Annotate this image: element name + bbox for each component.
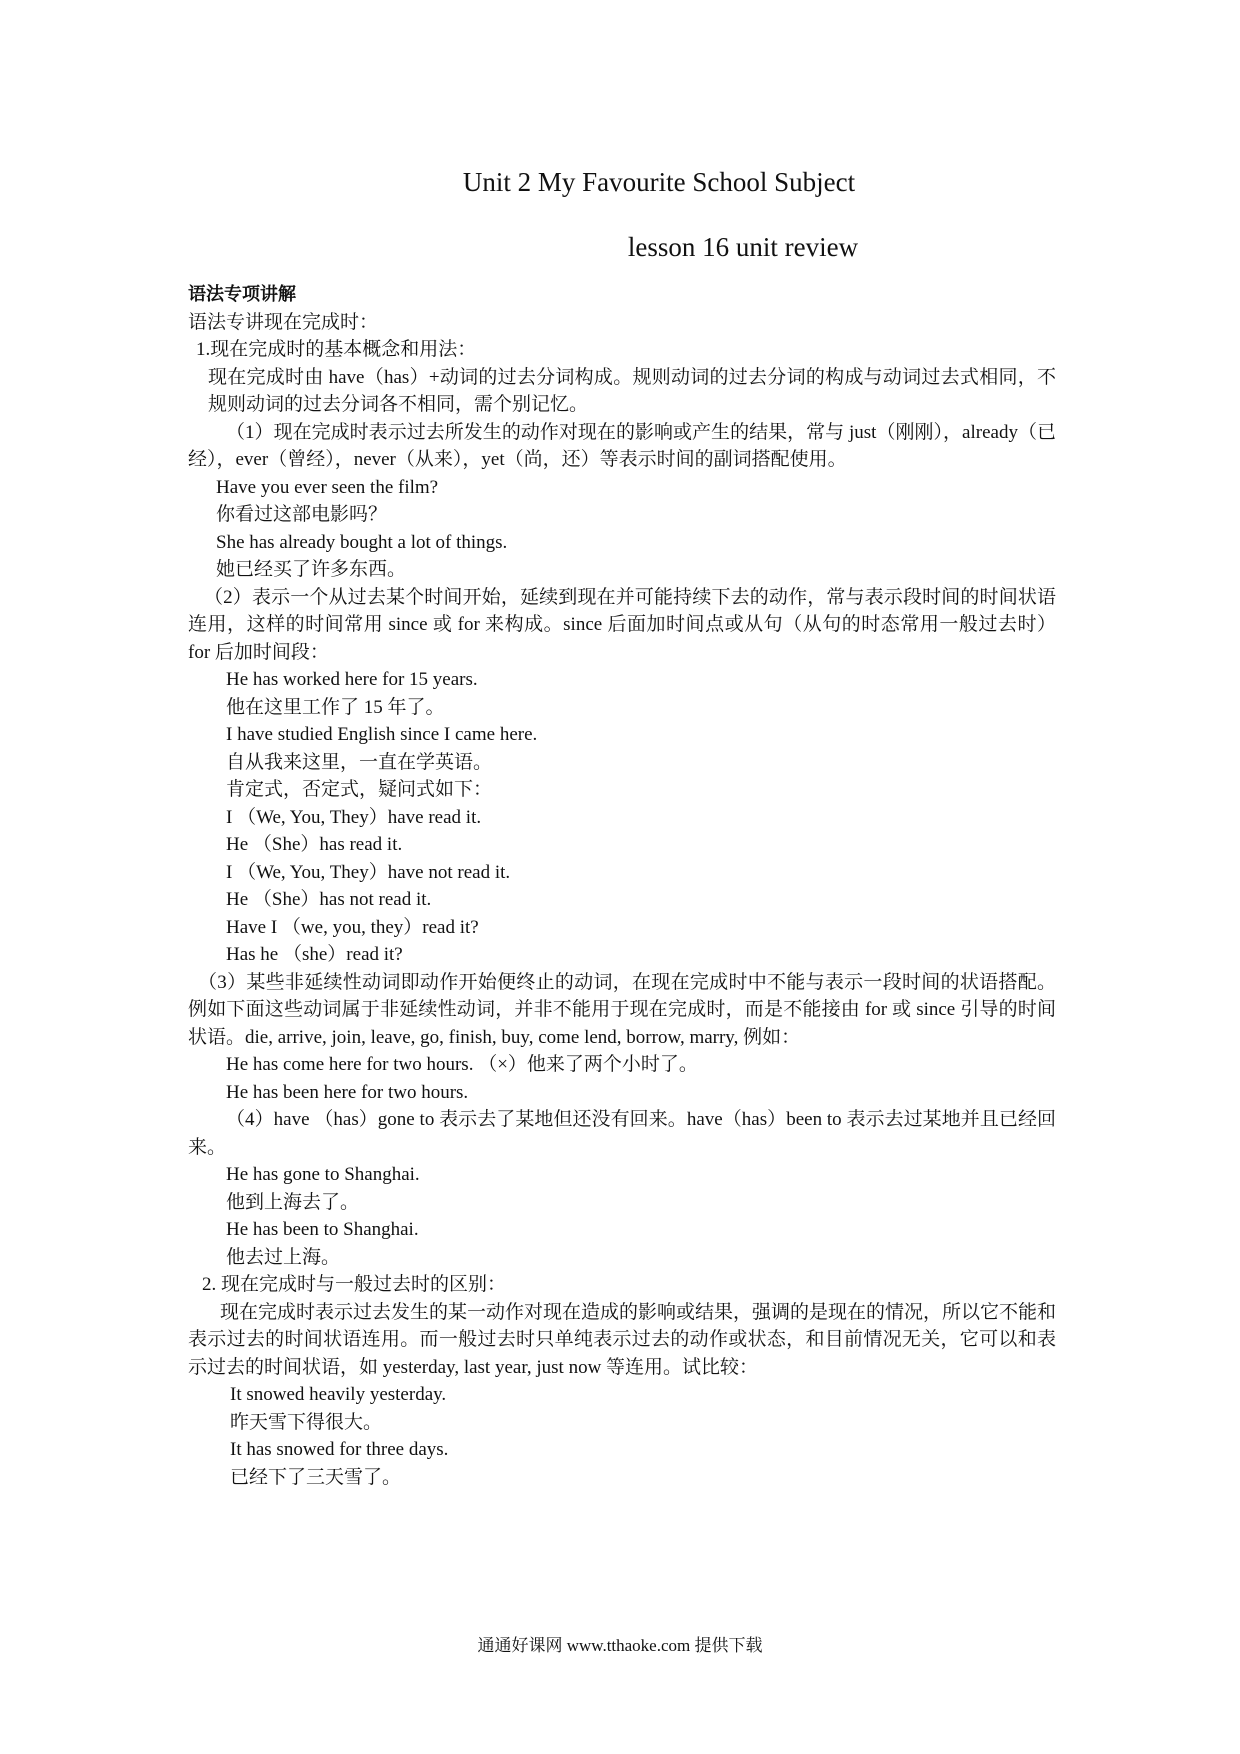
example-translation: 昨天雪下得很大。 [230,1411,383,1433]
document-subtitle: lesson 16 unit review [627,232,859,262]
example-sentence: Have you ever seen the film? [216,476,439,498]
document-body [188,281,1056,1491]
example-translation: 已经下了三天雪了。 [230,1466,402,1488]
form-question: Has he （she）read it? [226,944,403,965]
example-sentence: It snowed heavily yesterday. [230,1384,447,1405]
example-sentence: It has snowed for three days. [230,1439,449,1460]
paragraph-formation: 现在完成时由 have（has）+动词的过去分词构成。规则动词的过去分词的构成与动词过去式相同，不规则动词的过去分词各不相同，需个别记忆。 [208,366,1056,415]
topic-line: 语法专讲现在完成时： [188,311,379,333]
paragraph-usage-3: （3）某些非延续性动词即动作开始便终止的动词，在现在完成时中不能与表示一段时间的状语搭配。例如下面这些动词属于非延续性动词，并非不能用于现在完成时，而是不能接由 for 或 since 引导的时间状语。die, arrive, join, leave, go, finish, buy, come lend, borrow, marry, 例如： [188,971,1056,1048]
document-title: Unit 2 My Favourite School Subject [462,167,856,197]
example-translation: 你看过这部电影吗？ [216,504,388,525]
form-affirmative: I （We, You, They）have read it. [226,806,482,828]
example-translation: 她已经买了许多东西。 [216,559,407,580]
page-footer: 通通好课网 www.tthaoke.com 提供下载 [477,1636,763,1655]
subsection-heading-1: 1.现在完成时的基本概念和用法： [196,339,477,360]
example-sentence: He has been to Shanghai. [226,1219,419,1240]
form-affirmative: He （She）has read it. [226,834,403,855]
example-sentence: He has gone to Shanghai. [226,1164,420,1185]
form-negative: He （She）has not read it. [226,889,432,910]
example-sentence: He has worked here for 15 years. [226,669,478,690]
forms-intro: 肯定式，否定式，疑问式如下： [226,779,493,800]
example-translation: 他到上海去了。 [226,1191,360,1213]
example-sentence: He has been here for two hours. [226,1081,469,1103]
example-sentence-wrong: He has come here for two hours. （×）他来了两个小时了。 [226,1054,698,1075]
section-heading: 语法专项讲解 [188,284,296,305]
example-sentence: I have studied English since I came here. [226,724,538,745]
example-translation: 他去过上海。 [226,1246,341,1268]
paragraph-usage-1: （1）现在完成时表示过去所发生的动作对现在的影响或产生的结果，常与 just（刚刚），already（已经），ever（曾经），never（从来），yet（尚，还）等表示时间的副词搭配使用。 [188,421,1056,470]
example-translation: 自从我来这里，一直在学英语。 [226,751,493,773]
form-question: Have I （we, you, they）read it? [226,916,479,938]
example-translation: 他在这里工作了 15 年了。 [226,696,445,718]
example-sentence: She has already bought a lot of things. [216,531,508,553]
paragraph-comparison: 现在完成时表示过去发生的某一动作对现在造成的影响或结果，强调的是现在的情况，所以它不能和表示过去的时间状语连用。而一般过去时只单纯表示过去的动作或状态，和目前情况无关，它可以和表示过去的时间状语，如 yesterday, last year, just now 等连用。试比较： [188,1301,1057,1378]
paragraph-usage-2: （2）表示一个从过去某个时间开始，延续到现在并可能持续下去的动作，常与表示段时间的时间状语连用，这样的时间常用 since 或 for 来构成。since 后面加时间点或从句（从句的时态常用一般过去时）for 后加时间段： [188,586,1056,663]
subsection-heading-2: 2. 现在完成时与一般过去时的区别： [202,1274,507,1295]
form-negative: I （We, You, They）have not read it. [226,861,511,883]
paragraph-usage-4: （4）have （has）gone to 表示去了某地但还没有回来。have（has）been to 表示去过某地并且已经回来。 [188,1109,1056,1158]
